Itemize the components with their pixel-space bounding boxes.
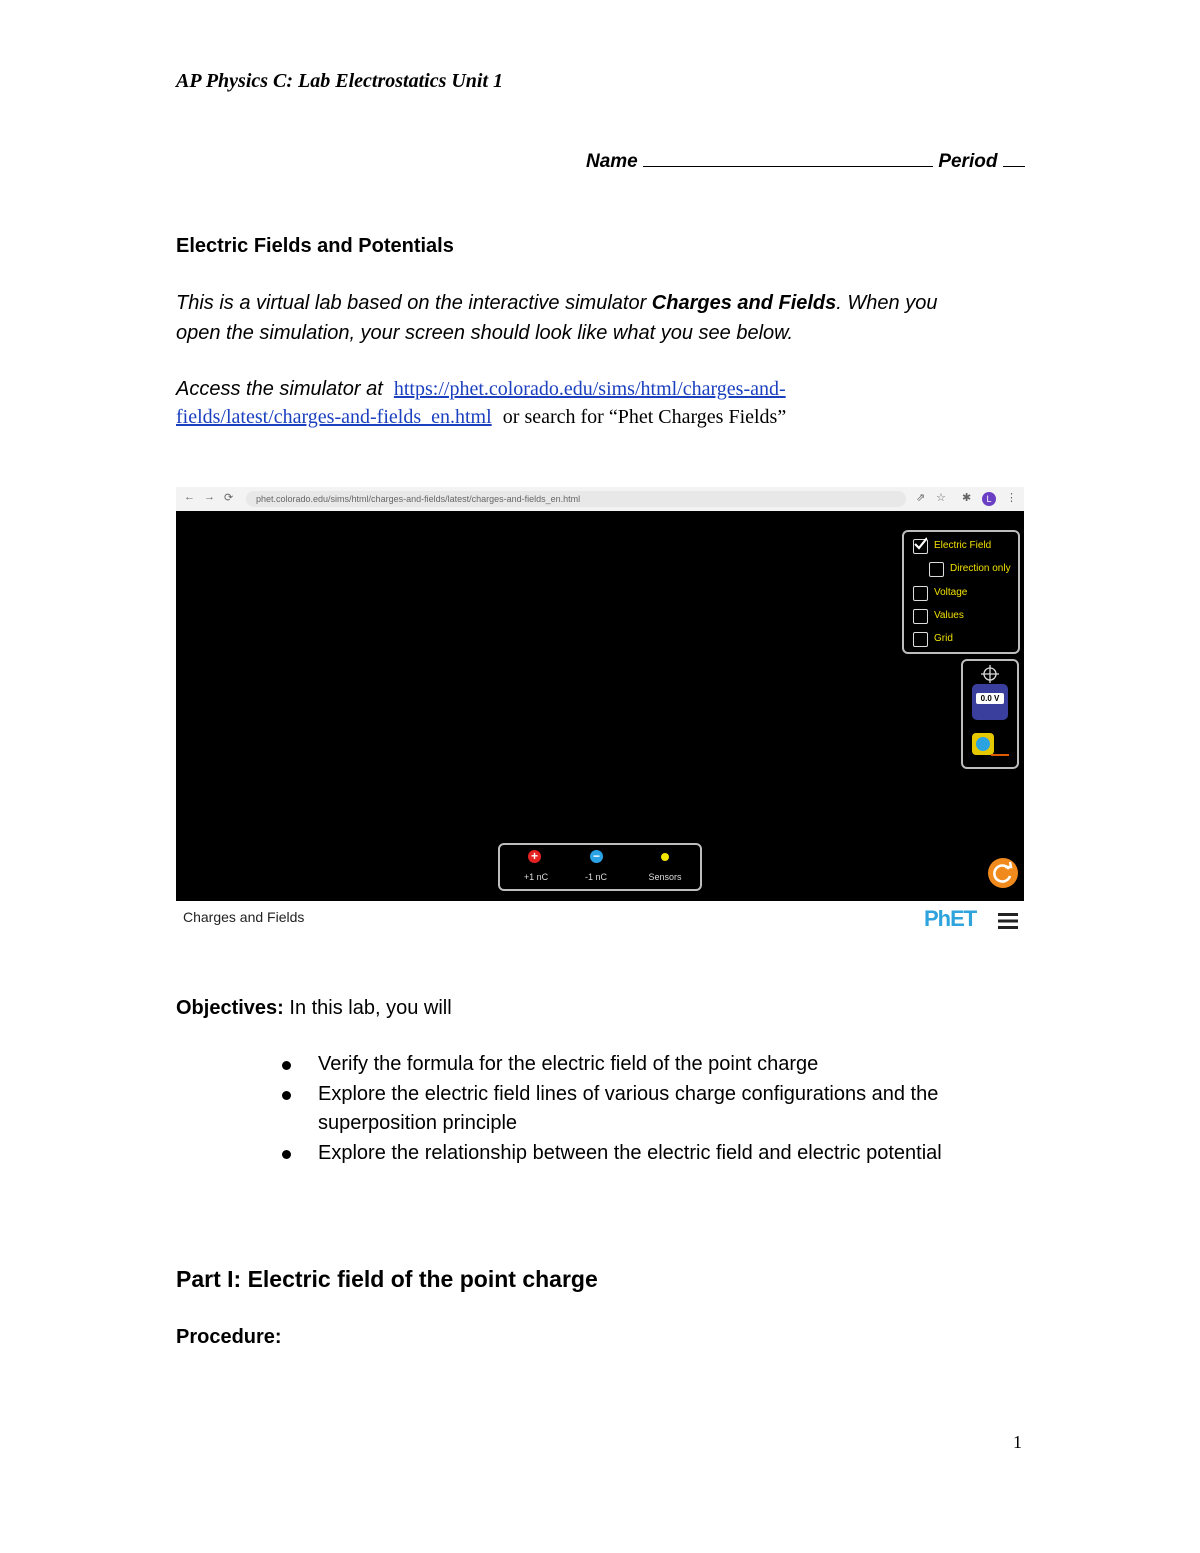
access-paragraph — [176, 375, 1016, 431]
sensor-dot[interactable] — [661, 853, 669, 861]
positive-charge[interactable]: + — [528, 850, 541, 863]
negative-charge-label: -1 nC — [584, 872, 607, 882]
intro-text-1: This is a virtual lab based on the interactive simulator — [176, 292, 652, 314]
phet-logo: PhET — [924, 906, 977, 931]
objective-text: Explore the electric field lines of various charge configurations and the superposition principle — [318, 1083, 939, 1134]
procedure-label: Procedure: — [176, 1326, 282, 1348]
sensors-label: Sensors — [648, 872, 682, 882]
access-suffix: or search for “Phet Charges Fields” — [502, 406, 787, 428]
grid-label: Grid — [934, 633, 953, 644]
simulator-link-line2[interactable]: fields/latest/charges-and-fields_en.html — [176, 406, 492, 428]
simulator-link-line1[interactable]: https://phet.colorado.edu/sims/html/charges-and- — [393, 378, 786, 400]
objectives-line — [176, 993, 1016, 1023]
document-header: AP Physics C: Lab Electrostatics Unit 1 — [176, 70, 504, 92]
intro-text-2: . When you — [836, 292, 938, 314]
name-label: Name — [586, 151, 638, 172]
forward-icon: → — [204, 491, 215, 503]
checkmark-icon — [913, 537, 927, 551]
values-checkbox[interactable] — [913, 609, 928, 624]
grid-checkbox[interactable] — [913, 632, 928, 647]
reload-icon: ⟳ — [224, 492, 234, 504]
positive-charge-label: +1 nC — [523, 872, 549, 882]
measuring-tape-icon[interactable] — [971, 731, 1011, 761]
objectives-label: Objectives: — [176, 997, 284, 1019]
negative-charge[interactable]: − — [590, 850, 603, 863]
tools-panel — [961, 659, 1019, 769]
direction-only-checkbox[interactable] — [929, 562, 944, 577]
reset-icon — [988, 858, 1018, 888]
period-label: Period — [938, 151, 998, 172]
intro-text-3: open the simulation, your screen should look like what you see below. — [176, 322, 794, 344]
intro-paragraph — [176, 288, 1016, 348]
charges-toolbox — [498, 843, 702, 891]
objectives-text: In this lab, you will — [283, 997, 452, 1019]
avatar: L — [982, 492, 996, 506]
voltage-checkbox[interactable] — [913, 586, 928, 601]
back-icon: ← — [184, 491, 195, 503]
objective-text: Explore the relationship between the electric field and electric potential — [318, 1142, 942, 1164]
browser-bar — [176, 487, 1024, 511]
simulation-canvas — [176, 511, 1024, 901]
sim-footer — [176, 901, 1024, 942]
star-icon: ☆ — [936, 492, 946, 504]
options-panel — [902, 530, 1020, 654]
voltage-label: Voltage — [934, 587, 968, 598]
crosshair-icon[interactable] — [981, 665, 999, 683]
list-item — [280, 1080, 1020, 1138]
extension-icon: ✱ — [962, 492, 972, 504]
electric-field-checkbox[interactable] — [913, 539, 928, 554]
list-item — [280, 1050, 1020, 1079]
access-prefix: Access the simulator at — [176, 378, 383, 400]
objective-text: Verify the formula for the electric field of the point charge — [318, 1053, 819, 1075]
share-icon: ⇗ — [916, 492, 926, 504]
part1-heading: Part I: Electric field of the point charge — [176, 1266, 598, 1292]
period-blank[interactable] — [1003, 150, 1025, 167]
hamburger-menu-icon[interactable] — [998, 912, 1018, 930]
url-bar: phet.colorado.edu/sims/html/charges-and-fields/latest/charges-and-fields_en.html — [246, 491, 906, 507]
page-title: Electric Fields and Potentials — [176, 235, 454, 257]
name-period-line — [586, 150, 1025, 173]
values-label: Values — [934, 610, 964, 621]
page-number: 1 — [1013, 1432, 1022, 1452]
voltmeter-tool[interactable] — [972, 684, 1008, 720]
direction-only-label: Direction only — [950, 563, 1011, 574]
sim-title: Charges and Fields — [183, 909, 305, 925]
voltmeter-readout: 0.0 V — [976, 693, 1004, 704]
simulator-screenshot — [176, 487, 1024, 942]
objectives-list — [280, 1050, 1020, 1169]
electric-field-label: Electric Field — [934, 540, 992, 551]
intro-bold: Charges and Fields — [651, 292, 837, 314]
menu-dots-icon: ⋮ — [1006, 492, 1017, 504]
name-blank[interactable] — [643, 150, 933, 167]
list-item — [280, 1139, 1020, 1168]
reset-button[interactable] — [988, 858, 1018, 888]
